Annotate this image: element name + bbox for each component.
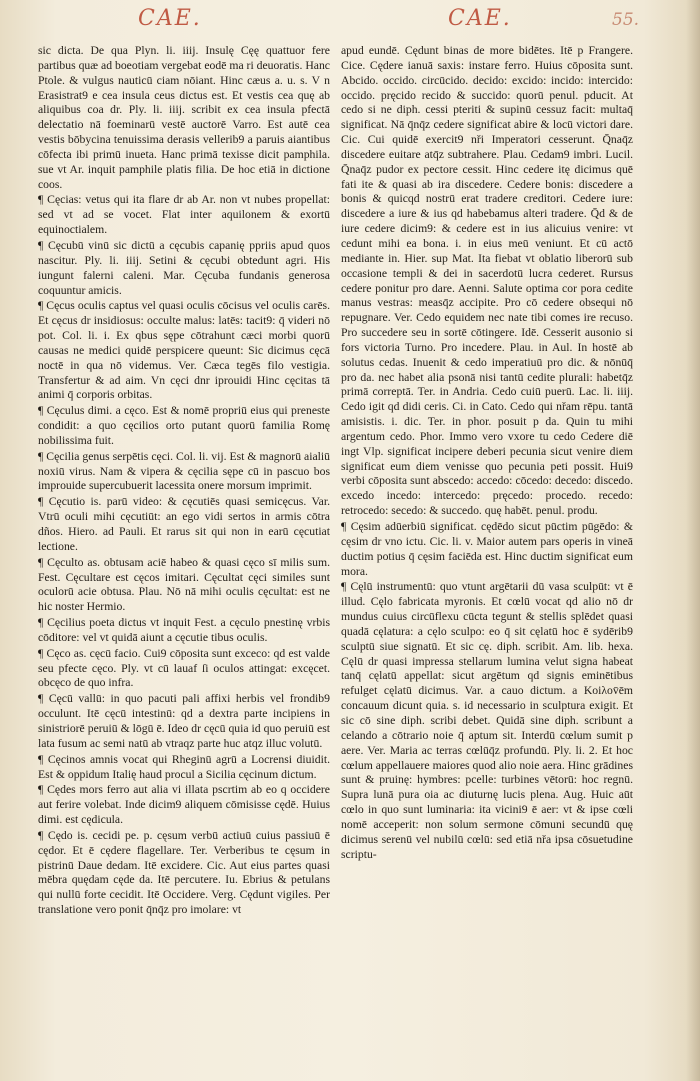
entry-caeculto: ¶ Cęculto as. obtusam aciē habeo & quasi cęco sī milis sum. Fest. Cęcultare est cęcos imitari. Cęcultat cęci similes sunt oculorū acie obtusa. Plau. Nō nā mihi oculis cęcultat: est ne hic noster Hermio. [38,555,330,614]
entry-caeco: ¶ Cęco as. cęcū facio. Cui9 cōposita sunt exceco: qd est valde seu pfecte cęco. Ply. vt cū lauaf ſi oculos attingat: excęcet. obcęco de quo infra. [38,646,330,690]
entry-ceos-insula: sic dicta. De qua Plyn. li. iiij. Insulę Cęę quattuor fere partibus quæ ad boeotiam vergebat eodē ma ri deuoratis. Hanc Ptole. & vulgus nauticū ciam nōiant. Hinc cæus a. u. s. V n Erasistrat9 e cea insula ceus dictus est. Et vestis cea quę ab aliquibus coa dr. Ply. li. iiij. scribit ex cea insula pfectā delectatio nā foeminarū vestē auctorē Varro. Est autē cea vestis bōbycina tenuissima derasis vellerib9 a paruis aiantibus cōfecta ibi primū inueta. Hanc primā texisse dicit pamphila. sue vt Ar. inquit pamphile platis filia. De hoc etiā in dictione coos. [38,44,330,191]
entry-caelum: ¶ Cęlū instrumentū: quo vtunt argētarii dū vasa sculpūt: vt ē illud. Cęlo fabricata myronis. Et cœlū vocat qd alio nō dr mundus cuius circūflexu cūcta tegunt & stellis splēdet quasi quadā cęlatura: a cęlo sculpo: eo q̄ sit cęlatū hoc ē sydērib9 sculptū siue signatū. Et sic cę. diph. scribit. Am. lib. hexa. Cęlū dr quasi impressa stellarum lumina velut signa habeat tanq̄ cęlatū appellat: sicut argētum qd signis eminētibus refulget cęlatū dicimus. Var. a cauo dictum. a Koiλov̄ēm concauum dicunt quia. s. id necessario in sculptura exigit. Et sic cō sine diph. scribi debet. Quidā sine diph. scribunt a celando a cōtrario noie q̄ aptum sit. Interdū cœlum sumit p aere. Ver. Maria ac terras cœlūq̄z profundū. Ply. li. 2. Et hoc cœlum appellauere maiores quod alio noie aera. Hinc grādines sunt & pruinę: hymbres: pcelle: turbines vētorū: hoc regnū. Supra lunā pura oia ac diuturnę lucis plena. Aug. Huic aūt cœlo in quo sunt luminaria: ita vicini9 ē aer: vt & ipse cœli nomē acceperit: non solum sermone cōmuni secundū quę dicimus serenū vel nubilū cœlū: sed etiā nřa ipsa cōsuetudine scriptu- [341,580,633,861]
entry-cedo-continued: apud eundē. Cędunt binas de more bidētes. Itē p Frangere. Cice. Cędere ianuā saxis: instare ferro. Huius cōposita sunt. Abcido. occido. circūcido. decido: excido: incido: intercido: occido. pręcido recido & succido: quorū penul. pducit. At cedo si ne diph. cessi pteriti & supinū cessuz facit: multaq̄ significat. Nā q̄nq̄z cedere significat abire & locū victori dare. Cic. Cui quidē exercit9 nři Imperatori cesserunt. Q̄naq̄z discedere euitare atq̄z subtrahere. Plau. Cedam9 imbri. Lucil. Q̄naq̄z pudor ex pectore cessit. Hinc cedere itę dicimus quē fati ite & quasi ab ira discedere. Cedere bonis: discedere a bonis & quicqd nostrū erat tradere creditori. Cedere iure: discedere a iure & ius qd habebamus alteri tradere. Q̄d & de iure cedere dicim9: & cedere est in ius alicuius venire: vt cedunt mihi ea bona. i. in eius meū veniunt. Et cū actō mediante in. Hier. sup Mat. Ita fiebat vt oblatio liberorū sub occasione templi & dei in sacerdotū lucra cederet. Rursus cedere ponitur pro dare. Aenni. Salute optima cor pora cedite manus vestras: measq̄z accipite. Pro cō cedere obsequi nō repugnare. Ver. Cedo equidem nec nate tibi comes ire recuso. Pro succedere seu in sortē cōtingere. Idē. Cesserit ausonio si fors victoria Turno. Pro incedere. Plau. in Aul. In hostē ab solutus cedas. Inuenit & cedo imperatiuū pro dic. & nōnūq̄ pro da. nec habet alia psonā nisi tantū cedite plurali: habetq̄z primā correptā. Ter. in Andria. Cedo cuiū puerū. Lac. li. iiij. Cedo igit qd didi ceris. Ci. in Cato. Cedo qui nřam rēpu. tantā amisistis. i. dic. Ter. in phor. posuit p da. Quin tu mihi argentum cedo. Phor. Immo vero vxore tu cedo Cedere diē ingt Vlp. significat incipere deberi pecunia sicut venire diem significat eum diem venisse quo pecunia peti possit. Hui9 verbi cōposita sunt abscedo: accedo: cōcedo: decedo: discedo. excedo incedo: intercedo: pręcedo: procedo. recedo: retrocedo: secedo: & succedo. quę habēt. penul. produ. [341,44,633,518]
entry-caedo: ¶ Cędo is. cecidi pe. p. cęsum verbū actiuū cuius passiuū ē cędor. Et ē cędere flagellare. Ter. Verberibus te cęsum in pistrinū Daue dedam. Itē excidere. Cic. Aut eius partes quasi mēbra quędam cęde da. Itē percutere. Iu. Ebrius & petulans qui nullū forte cecidit. Itē Occidere. Verg. Cędunt vigiles. Per translatione vero ponit q̄nq̄z pro imolare: vt [38,828,330,917]
entry-caecinos: ¶ Cęcinos amnis vocat qui Rheginū agrū a Locrensi diuidit. Est & oppidum Italię haud procul a Sicilia cęcinum dictum. [38,752,330,781]
entry-caecum-vallum: ¶ Cęcū vallū: in quo pacuti pali affixi herbis vel frondib9 occulunt. Itē cęcū intestinū: qd a dextra parte incipiens in sinistriorē peruiū & lōgū ē. Ideo dr cęcū quia id quo peruiū est lata fusum ac semi natū ab vtraqz parte huc atqz illuc volutū. [38,692,330,750]
text-column-right [341,44,633,862]
entry-caecias: ¶ Cęcias: vetus qui ita flare dr ab Ar. non vt nubes propellat: sed vt ad se vocet. Flat inter aquilonem & exortū equinoctialem. [38,193,330,237]
folio-number: 55. [612,10,640,30]
entry-caeculus: ¶ Cęculus dimi. a cęco. Est & nomē propriū eius qui preneste condidit: a quo cęcilios orto putant quorū familia Romę nobilissima fuit. [38,404,330,447]
entry-caesim: ¶ Cęsim adūerbiū significat. cędēdo sicut pūctim pūgēdo: & cęsim dr vno ictu. Cic. li. v. Maior autem pars operis in vineā ductim potius q̄ cęsim faciēda est. Hinc ductim significat eum mora. [341,520,633,578]
entry-caecubum: ¶ Cęcubū vinū sic dictū a cęcubis capanię ppriis apud quos nascitur. Ply. li. iiij. Setini & cęcubi obtedunt agri. His iungunt falerni caleni. Mar. Cęcuba fundanis generosa coquuntur amicis. [38,238,330,297]
entry-caedes: ¶ Cędes mors ferro aut alia vi illata pscrtim ab eo q occidere aut ferire volebat. Inde dicim9 aliquem cōmisisse cędē. Huius dimi. est cędicula. [38,783,330,827]
entry-caecilia: ¶ Cęcilia genus serpētis cęci. Col. li. vij. Est & magnorū aialiū noxiū virus. Nam & vipera & cęcilia sępe cū in pascuo bos improuide supercubuerit lacessita onere morsum imprimit. [38,449,330,493]
text-column-left [38,44,330,918]
entry-caecus: ¶ Cęcus oculis captus vel quasi oculis cōcisus vel oculis carēs. Et cęcus dr insidiosus: occulte malus: latēs: tacit9: q̄ videri nō pot. Col. li. i. Ex qbus sępe cōtrahunt cæci morbi quorū causas ne medici quidē perspicere queunt: Sic dicimus cęcā noctē in qua nō videmus. Ver. Cæca tegēs filo vestigia. Transfertur & ad aim. Vn cęci dnr iprouidi Hinc cęcitas tā animi q̄ corporis orbitas. [38,299,330,402]
running-head-left: CAE. [138,6,202,31]
running-head-right: CAE. [448,6,512,31]
entry-caecilius: ¶ Cęcilius poeta dictus vt inquit Fest. a cęculo pnestinę vrbis cōditore: vel vt quidā aiunt a cęcutie tibus oculis. [38,616,330,644]
entry-caecutio: ¶ Cęcutio is. parū video: & cęcutiēs quasi semicęcus. Var. Vtrū oculi mihi cęcutiūt: an ego vidi sertos in armis cōtra dños. Hiero. ad Pauli. Et rarus sit qui non in earū cęcutiat lectione. [38,495,330,553]
